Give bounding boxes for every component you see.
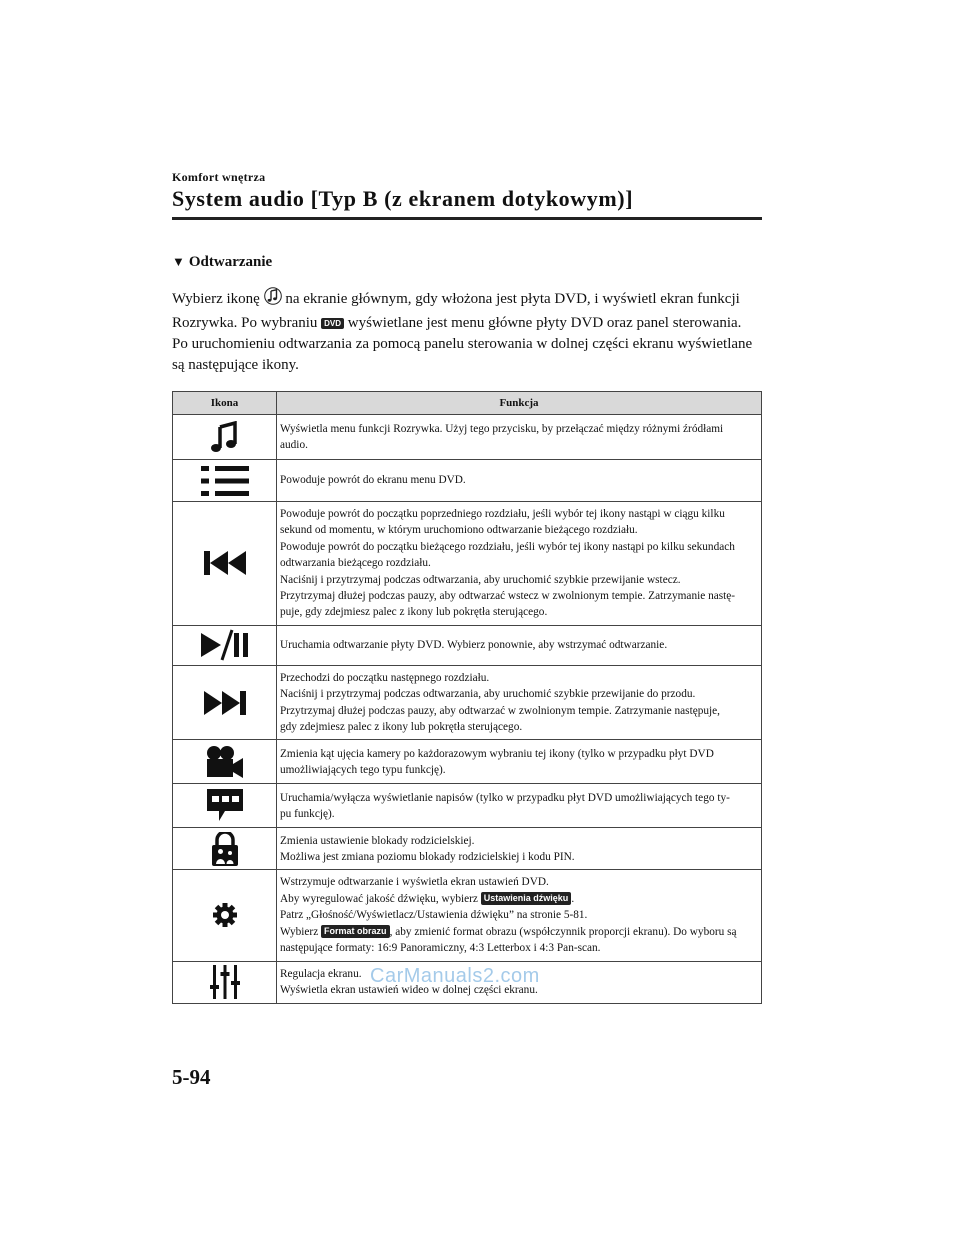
table-row: Uruchamia odtwarzanie płyty DVD. Wybierz ponownie, aby wstrzymać odtwarzanie. — [173, 625, 762, 665]
list-menu-icon — [173, 460, 277, 502]
section-label: Komfort wnętrza — [172, 170, 266, 184]
watermark: CarManuals2.com — [370, 965, 540, 987]
parental-lock-icon — [173, 828, 277, 870]
column-header-icon: Ikona — [173, 392, 277, 415]
play-pause-icon — [173, 625, 277, 665]
table-row: Wstrzymuje odtwarzanie i wyświetla ekran ustawień DVD. Aby wyregulować jakość dźwięku, wybierz Ustawienia dźwięku . Patrz „Głośność/Wyświetlacz/Ustawienia dźwięku” na stronie 5-81. Wybierz Format obrazu , aby zmienić format obrazu (współczynnik proporcji ekranu). Do wyboru są następujące formaty: 16:9 Panoramiczny, 4:3 Letterbox i 4:3 Pan-scan. — [173, 870, 762, 961]
skip-forward-icon — [173, 665, 277, 740]
entertainment-icon — [264, 286, 282, 313]
music-note-icon — [173, 415, 277, 460]
equalizer-sliders-icon — [173, 961, 277, 1003]
video-camera-icon — [173, 740, 277, 784]
picture-format-button[interactable]: Format obrazu — [321, 925, 390, 938]
subsection-heading — [172, 254, 272, 271]
table-row: Przechodzi do początku następnego rozdziału. Naciśnij i przytrzymaj podczas odtwarzania, aby uruchomić szybkie przewijanie do przodu. Przytrzymaj dłużej podczas pauzy, aby odtwarzać w zwolnionym tempie. Zatrzymanie następuje, gdy zdejmiesz palec z ikony lub pokrętła sterującego. — [173, 665, 762, 740]
sound-settings-button[interactable]: Ustawienia dźwięku — [481, 892, 572, 905]
subsection-title: Odtwarzanie — [188, 254, 273, 270]
table-row: Zmienia ustawienie blokady rodzicielskiej. Możliwa jest zmiana poziomu blokady rodzicielskiej i kodu PIN. — [173, 828, 762, 870]
gear-icon — [173, 870, 277, 961]
skip-back-icon — [173, 502, 277, 626]
intro-paragraph-1: Wybierz ikonę na ekranie głównym, gdy włożona jest płyta DVD, i wyświetl ekran funkcji Rozrywka. Po wybraniu DVD wyświetlane jest menu główne płyty DVD oraz panel sterowania. — [172, 286, 762, 334]
triangle-bullet-icon: ▼ — [172, 254, 185, 269]
intro-paragraph-2: Po uruchomieniu odtwarzania za pomocą panelu sterowania w dolnej części ekranu wyświetlane są następujące ikony. — [172, 336, 753, 373]
table-row: Powoduje powrót do ekranu menu DVD. — [173, 460, 762, 502]
column-header-function: Funkcja — [277, 392, 762, 415]
table-row: Zmienia kąt ujęcia kamery po każdorazowym wybraniu tej ikony (tylko w przypadku płyt DVD umożliwiających tego typu funkcję). — [173, 740, 762, 784]
table-row: Powoduje powrót do początku poprzedniego rozdziału, jeśli wybór tej ikony nastąpi w ciągu kilku sekund od momentu, w którym uruchomiono odtwarzanie bieżącego rozdziału. Powoduje powrót do początku bieżącego rozdziału, jeśli wybór tej ikony nastąpi po kilku sekundach odtwarzania bieżącego rozdziału. Naciśnij i przytrzymaj podczas odtwarzania, aby uruchomić szybkie przewijanie wstecz. Przytrzymaj dłużej podczas pauzy, aby odtwarzać wstecz w zwolnionym tempie. Zatrzymanie nastę- puje, gdy zdejmiesz palec z ikony lub pokrętła sterującego. — [173, 502, 762, 626]
intro-text — [172, 286, 762, 376]
icon-function-table — [172, 391, 762, 1004]
table-row: Wyświetla menu funkcji Rozrywka. Użyj tego przycisku, by przełączać między różnymi źródłami audio. — [173, 415, 762, 460]
page-title: System audio [Typ B (z ekranem dotykowym)] — [172, 186, 634, 211]
dvd-button[interactable]: DVD — [321, 318, 344, 329]
subtitle-bubble-icon — [173, 784, 277, 828]
title-divider — [172, 217, 762, 220]
page-number: 5-94 — [172, 1065, 211, 1089]
table-row: Uruchamia/wyłącza wyświetlanie napisów (tylko w przypadku płyt DVD umożliwiających tego ty- pu funkcję). — [173, 784, 762, 828]
table-row: Regulacja ekranu. Wyświetla ekran ustawień wideo w dolnej części ekranu. — [173, 961, 762, 1003]
